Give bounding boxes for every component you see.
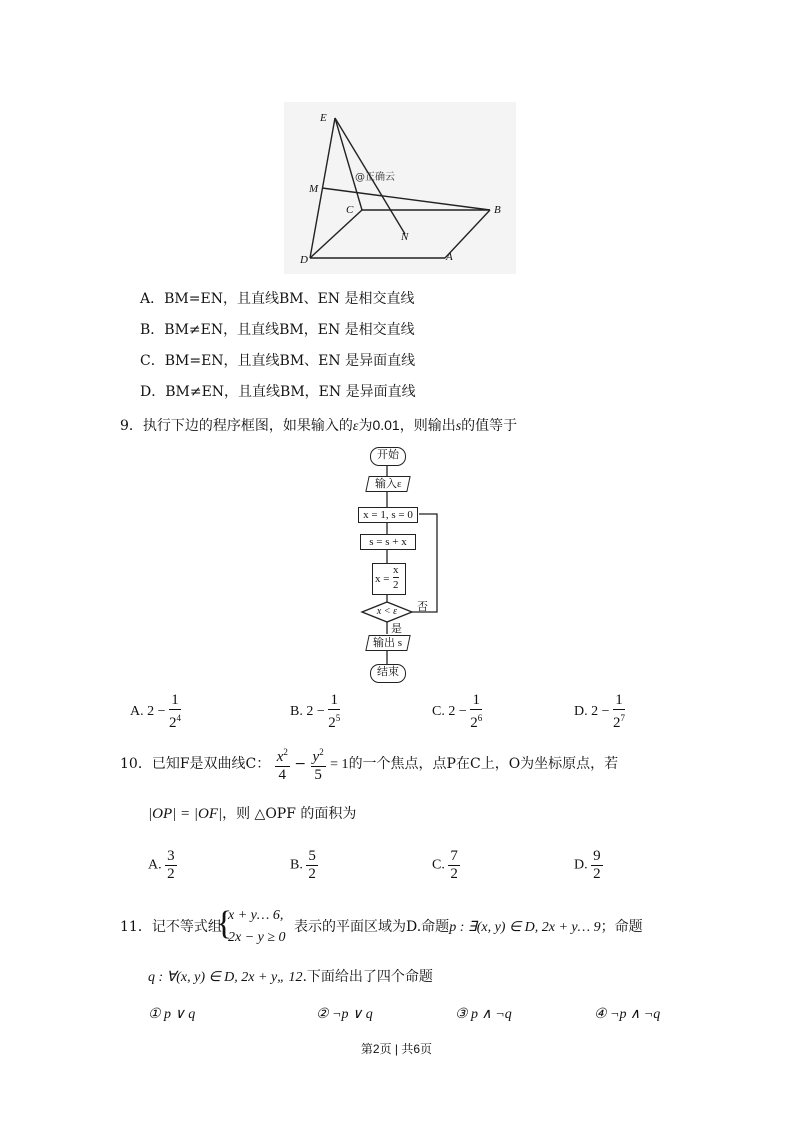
page-footer: 第2页 | 共6页: [360, 1042, 433, 1056]
flow-input: 输入ε: [365, 476, 410, 492]
q11-q-definition: q : ∀(x, y) ∈ D, 2x + y„ 12.下面给出了四个命题: [148, 969, 433, 985]
figure-background: [284, 102, 516, 274]
q11-system: [228, 905, 286, 949]
q8-option-b: B．BM≠EN，且直线BM，EN 是相交直线: [140, 322, 415, 338]
flow-init: x = 1, s = 0: [358, 507, 418, 523]
flow-end: 结束: [370, 664, 406, 683]
q11-brace: {: [216, 905, 233, 942]
flow-start: 开始: [370, 447, 406, 466]
q9-option-d: D. 2 − $\frac{1}{2^7}$: [574, 692, 626, 731]
label-B: B: [494, 204, 501, 216]
q11-inequality-1: x + y… 6,: [228, 908, 284, 923]
flow-output: 输出 s: [365, 635, 410, 651]
q11-prop-1: ① p ∨ q: [148, 1007, 196, 1022]
q10-option-b: B. $\frac{5}{2}$: [290, 848, 316, 882]
q10-option-c: C. $\frac{7}{2}$: [432, 848, 458, 882]
q11-prop-2: ② ¬p ∨ q: [316, 1007, 373, 1022]
label-E: E: [320, 112, 327, 124]
label-N: N: [401, 231, 409, 243]
q10-stem-line2: |OP| = |OF|，则 △OPF 的面积为: [148, 806, 357, 822]
q10-option-a: A. $\frac{3}{2}$: [148, 848, 175, 882]
q11-prop-4: ④ ¬p ∧ ¬q: [594, 1007, 661, 1022]
q9-option-b: B. 2 − $\frac{1}{2^5}$: [290, 692, 341, 731]
q8-option-d: D．BM≠EN，且直线BM，EN 是异面直线: [140, 384, 416, 400]
label-M: M: [309, 183, 319, 195]
q11-prop-3: ③ p ∧ ¬q: [455, 1007, 512, 1022]
q8-option-a: A．BM=EN，且直线BM、EN 是相交直线: [140, 291, 415, 307]
watermark: @正确云: [355, 172, 395, 183]
flow-update-s: s = s + x: [360, 534, 416, 550]
flow-yes-label: 是: [391, 622, 402, 635]
label-A: A: [446, 251, 453, 263]
label-C: C: [346, 204, 354, 216]
flow-update-x: x = x 2: [372, 563, 406, 595]
q11-stem-rest: 表示的平面区域为D.命题p : ∃(x, y) ∈ D, 2x + y… 9；命题: [294, 919, 643, 935]
geometry-figure: [280, 100, 520, 275]
q9-option-a: A. 2 − $\frac{1}{2^4}$: [130, 692, 182, 731]
q9-option-c: C. 2 − $\frac{1}{2^6}$: [432, 692, 483, 731]
flowchart: [345, 440, 455, 690]
label-D: D: [300, 254, 308, 266]
q11-number-stem: 11．记不等式组: [120, 919, 222, 935]
q11-inequality-2: 2x − y ≥ 0: [228, 930, 286, 945]
q10-option-d: D. $\frac{9}{2}$: [574, 848, 601, 882]
flow-condition: x < ε: [376, 606, 398, 617]
q9-stem: 9．执行下边的程序框图，如果输入的ε为0.01，则输出s的值等于: [120, 417, 518, 434]
q8-option-c: C．BM=EN，且直线BM、EN 是异面直线: [140, 353, 416, 369]
flow-no-label: 否: [417, 600, 428, 613]
q10-stem: 10．已知F是双曲线C： $\frac{x^2}{4}$ − $\frac{y^2}{5}$ = 1的一个焦点，点P在C上，O为坐标原点，若: [120, 744, 618, 785]
